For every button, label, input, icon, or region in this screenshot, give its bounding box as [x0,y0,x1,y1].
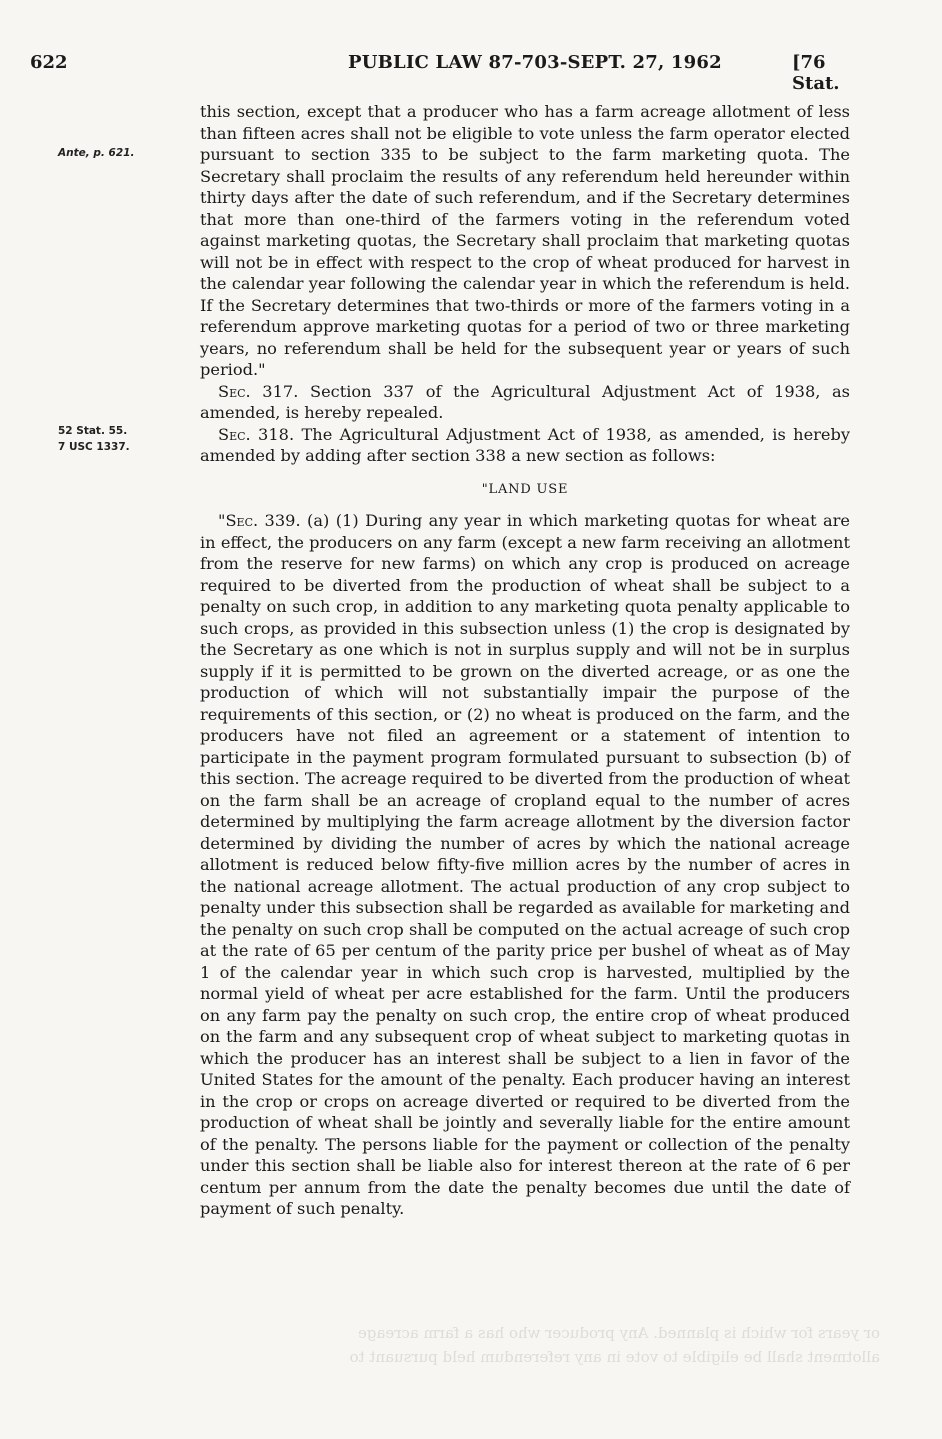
margin-note-usc: 7 USC 1337. [58,441,130,453]
section-339 [200,510,850,1220]
section-339-label: "Sec. 339. [218,511,301,530]
section-317-text: Section 337 of the Agricultural Adjustment Act of 1938, as amended, is hereby repealed. [200,381,850,422]
margin-note-ante [58,145,180,161]
land-use-heading: "LAND USE [481,481,569,497]
section-318-label: Sec. 318. [218,424,295,444]
bleed-through-line-1: or years for which is planned. Any producer who has a farm acreage [357,1324,880,1342]
section-318-text: The Agricultural Adjustment Act of 1938, as amended, is hereby amended by adding after section 338 a new section as follows: [200,424,850,465]
section-317-label: Sec. 317. [218,381,299,401]
margin-note-stat: 52 Stat. 55. [58,425,128,437]
margin-note-citation [58,423,180,455]
body-text [200,101,850,1220]
section-339-text: (a) (1) During any year in which marketing quotas for wheat are in effect, the producers on any farm (except a new farm receiving an allotment from the reserve for new farms) on which any crop is produced on acreage required to be diverted from the production of wheat shall be subject to a penalty on such crop, in addition to any marketing quota penalty applicable to such crops, as provided in this subsection unless (1) the crop is designated by the Secretary as one which is not in surplus supply and will not be in surplus supply if it is permitted to be grown on the diverted acreage, or as one the production of which will not substantially impair the purpose of the requirements of this section, or (2) no wheat is produced on the farm, and the producers have not filed an agreement or a statement of intention to participate in the payment program formulated pursuant to subsection (b) of this section. The acreage required to be diverted from the production of wheat on the farm shall be an acreage of cropland equal to the number of acres determined by multiplying the farm acreage allotment by the diversion factor determined by dividing the number of acres by which the national acreage allotment is reduced below fifty-five million acres by the number of acres in the national acreage allotment. The actual production of any crop subject to penalty under this subsection shall be regarded as available for marketing and the penalty on such crop shall be computed on the actual acreage of such crop at the rate of 65 per centum of the parity price per bushel of wheat as of May 1 of the calendar year in which such crop is harvested, multiplied by the normal yield of wheat per acre established for the farm. Until the producers on any farm pay the penalty on such crop, the entire crop of wheat produced on the farm and any subsequent crop of wheat subject to marketing quotas in which the producer has an interest shall be subject to a lien in favor of the United States for the amount of the penalty. Each producer having an interest in the crop or crops on acreage diverted or required to be diverted from the production of wheat shall be jointly and severally liable for the entire amount of the penalty. The persons liable for the payment or collection of the penalty under this section shall be liable also for interest thereon at the rate of 6 per centum per annum from the date the penalty becomes due until the date of payment of such penalty. [200,511,850,1218]
section-317 [200,381,850,424]
page-header [30,52,860,94]
page-title: PUBLIC LAW 87-703-SEPT. 27, 1962 [348,52,722,73]
page-number: 622 [30,52,68,73]
paragraph-continuation: this section, except that a producer who has a farm acreage allotment of less than fifteen acres shall not be eligible to vote unless the farm operator elected pursuant to section 335 to be subject to the farm marketing quota. The Secretary shall proclaim the results of any referendum held hereunder within thirty days after the date of such referendum, and if the Secretary determines that more than one-third of the farmers voting in the referendum voted against marketing quotas, the Secretary shall proclaim that marketing quotas will not be in effect with respect to the crop of wheat produced for harvest in the calendar year following the calendar year in which the referendum is held. If the Secretary determines that two-thirds or more of the farmers voting in a referendum approve marketing quotas for a period of two or three marketing years, no referendum shall be held for the subsequent year or years of such period." [200,102,850,379]
section-318 [200,424,850,467]
margin-note-ante-text: Ante, p. 621. [58,147,135,159]
bleed-through-text [200,1318,880,1366]
statute-reference: [76 Stat. [792,52,840,94]
bleed-through-line-2: allotment shall be eligible to vote in any referendum held pursuant to [349,1348,880,1366]
